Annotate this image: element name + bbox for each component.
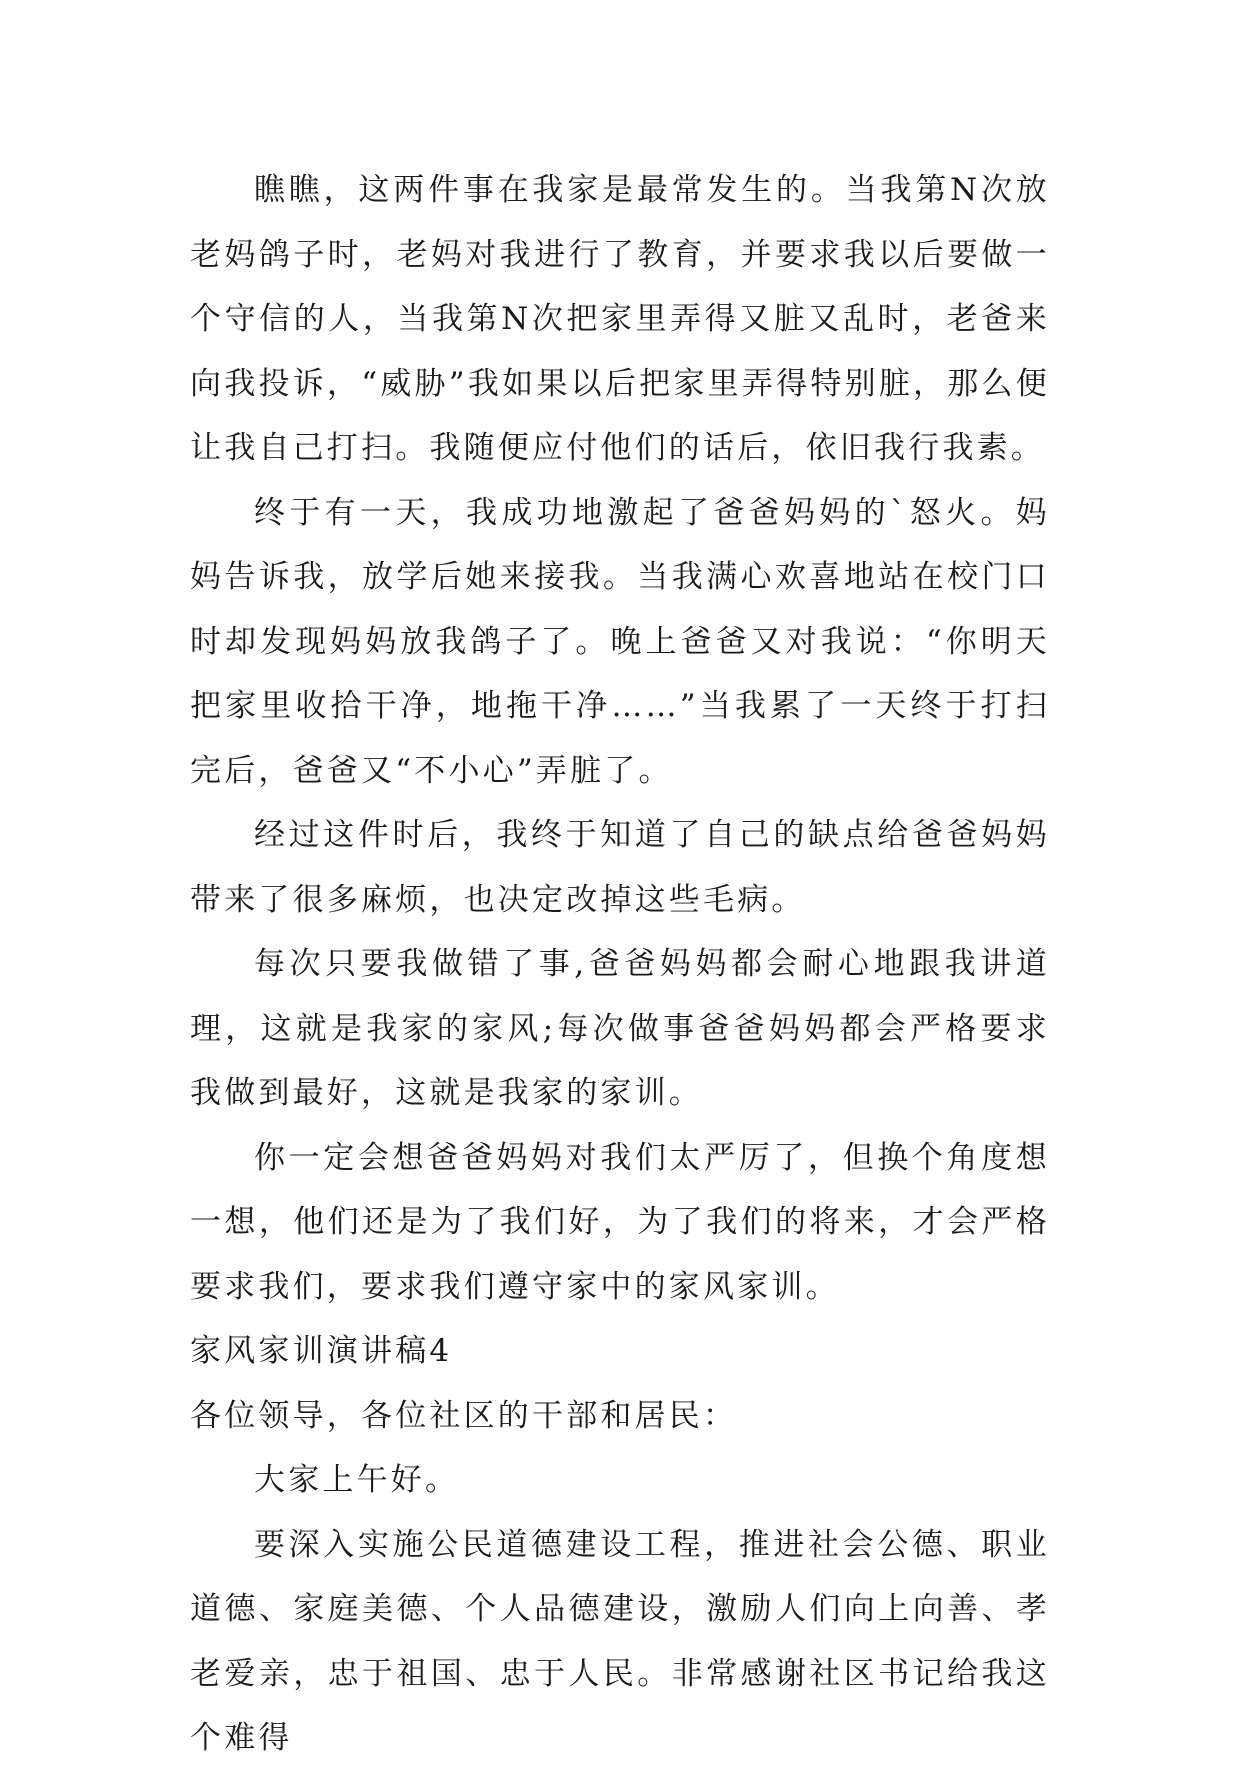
paragraph-4: 每次只要我做错了事,爸爸妈妈都会耐心地跟我讲道理，这就是我家的家风;每次做事爸爸妈妈都会严格要求我做到最好，这就是我家的家训。: [190, 946, 1050, 1111]
paragraph-2: 终于有一天，我成功地激起了爸爸妈妈的`怒火。妈妈告诉我，放学后她来接我。当我满心欢喜地站在校门口时却发现妈妈放我鸽子了。晚上爸爸又对我说：“你明天把家里收拾干净，地拖干净……”当我累了一天终于打扫完后，爸爸又“不小心”弄脏了。: [190, 494, 1050, 789]
greeting-paragraph: 大家上午好。: [254, 1462, 460, 1498]
paragraph-7: 要深入实施公民道德建设工程，推进社会公德、职业道德、家庭美德、个人品德建设，激励人们向上向善、孝老爱亲，忠于祖国、忠于人民。非常感谢社区书记给我这个难得: [190, 1526, 1050, 1756]
paragraph-1: 瞧瞧，这两件事在我家是最常发生的。当我第N次放老妈鸽子时，老妈对我进行了教育，并要求我以后要做一个守信的人，当我第N次把家里弄得又脏又乱时，老爸来向我投诉，“威胁”我如果以后把家里弄得特别脏，那么便让我自己打扫。我随便应付他们的话后，依旧我行我素。: [190, 172, 1050, 466]
salutation: 各位领导，各位社区的干部和居民：: [190, 1397, 738, 1434]
section-heading: 家风家训演讲稿4: [190, 1333, 453, 1369]
paragraph-5: 你一定会想爸爸妈妈对我们太严厉了，但换个角度想一想，他们还是为了我们好，为了我们的将来，才会严格要求我们，要求我们遵守家中的家风家训。: [190, 1139, 1050, 1305]
document-page: [190, 158, 1050, 1771]
paragraph-3: 经过这件时后，我终于知道了自己的缺点给爸爸妈妈带来了很多麻烦，也决定改掉这些毛病。: [190, 817, 1050, 918]
